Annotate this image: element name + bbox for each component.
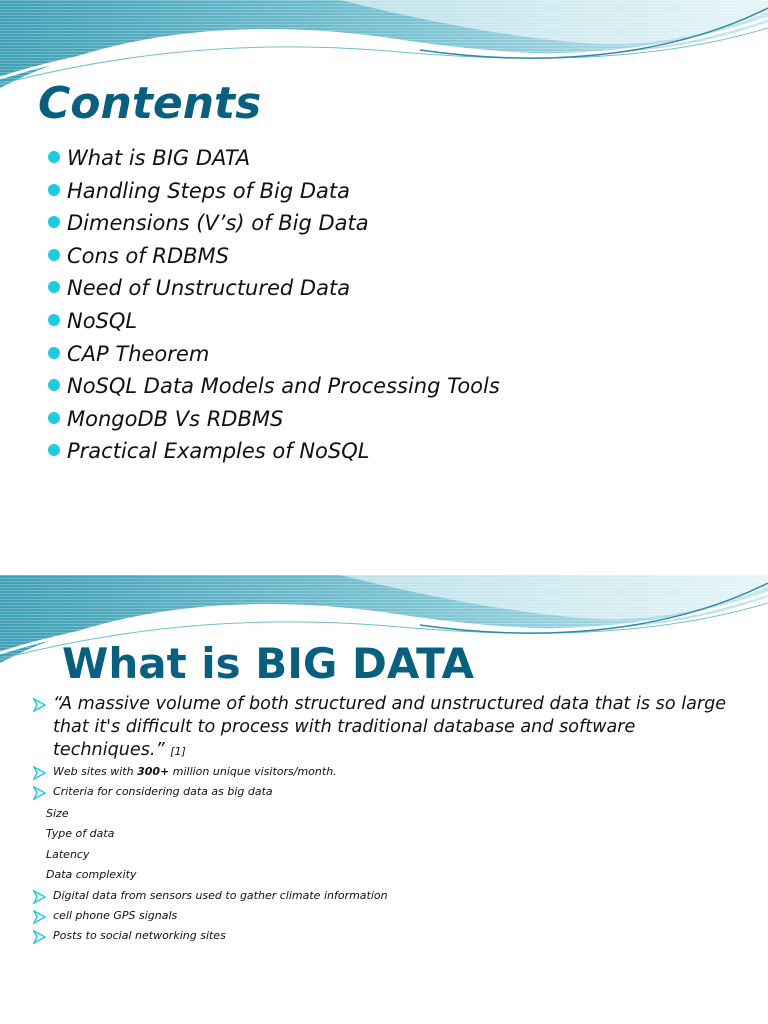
- list-item-label: Dimensions (V’s) of Big Data: [67, 211, 369, 236]
- list-item: [48, 306, 500, 339]
- list-item: Posts to social networking sites: [53, 929, 226, 942]
- arrow-bullet-icon: [32, 786, 46, 800]
- bullet-dot-icon: [48, 314, 60, 326]
- list-item: [48, 404, 500, 437]
- criteria-item: Data complexity: [46, 868, 137, 881]
- definition-quote: “A massive volume of both structured and unstructured data that is so large that it's difficult to process with traditional database and software techniques.”: [53, 694, 727, 760]
- list-item: [48, 371, 500, 404]
- list-item: [48, 208, 500, 241]
- list-item-label: CAP Theorem: [67, 341, 210, 366]
- bullet-dot-icon: [48, 379, 60, 391]
- arrow-bullet-icon: [32, 910, 46, 924]
- list-item: [48, 143, 500, 176]
- websites-text: Web sites with: [53, 765, 138, 778]
- big-data-definition: [53, 693, 743, 763]
- bullet-dot-icon: [48, 249, 60, 261]
- arrow-bullet-icon: [32, 698, 46, 712]
- list-item-label: What is BIG DATA: [67, 146, 251, 170]
- big-data-slide: [0, 575, 768, 1024]
- page-title: What is BIG DATA: [62, 639, 475, 688]
- list-item-label: MongoDB Vs RDBMS: [67, 406, 284, 431]
- list-item-label: Practical Examples of NoSQL: [67, 439, 370, 464]
- list-item-label: NoSQL Data Models and Processing Tools: [67, 374, 500, 399]
- list-item: Digital data from sensors used to gather climate information: [53, 889, 388, 902]
- list-item-label: Cons of RDBMS: [67, 243, 229, 268]
- bullet-dot-icon: [48, 216, 60, 228]
- bullet-dot-icon: [48, 412, 60, 424]
- list-item: [48, 273, 500, 306]
- criteria-item: Size: [46, 807, 69, 820]
- list-item-label: Need of Unstructured Data: [67, 276, 351, 301]
- bullet-dot-icon: [48, 444, 60, 456]
- arrow-bullet-icon: [32, 890, 46, 904]
- bullet-dot-icon: [48, 281, 60, 293]
- list-item: [48, 176, 500, 209]
- list-item: cell phone GPS signals: [53, 909, 178, 922]
- bullet-dot-icon: [48, 347, 60, 359]
- citation-marker: [1]: [170, 745, 186, 758]
- contents-list: [48, 143, 500, 469]
- criteria-bullet: Criteria for considering data as big data: [53, 785, 273, 798]
- list-item: [48, 241, 500, 274]
- criteria-item: Type of data: [46, 827, 115, 840]
- criteria-item: Latency: [46, 848, 90, 861]
- websites-bullet: [53, 765, 337, 778]
- list-item: [48, 339, 500, 372]
- list-item-label: NoSQL: [67, 308, 138, 333]
- bullet-dot-icon: [48, 184, 60, 196]
- arrow-bullet-icon: [32, 766, 46, 780]
- list-item: [48, 436, 500, 469]
- arrow-bullet-icon: [32, 930, 46, 944]
- websites-text: million unique visitors/month.: [169, 765, 337, 778]
- bullet-dot-icon: [48, 151, 60, 163]
- page-title: Contents: [38, 78, 262, 129]
- websites-count: 300+: [137, 765, 170, 778]
- list-item-label: Handling Steps of Big Data: [67, 178, 351, 203]
